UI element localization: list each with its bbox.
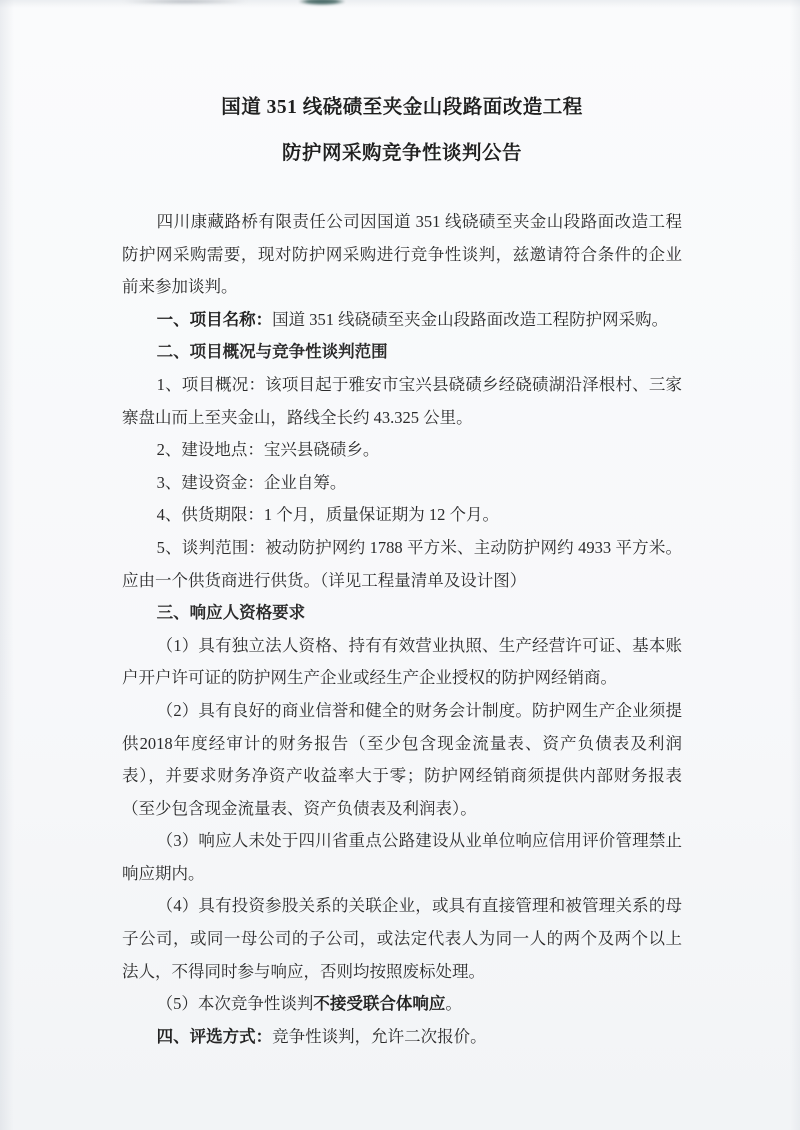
section2-item-overview: 1、项目概况：该项目起于雅安市宝兴县硗碛乡经硗碛湖沿泽根村、三家寨盘山而上至夹金山，路线全长约 43.325 公里。 xyxy=(122,374,682,427)
intro-paragraph: 四川康藏路桥有限责任公司因国道 351 线硗碛至夹金山段路面改造工程防护网采购需要，现对防护网采购进行竞争性谈判，兹邀请符合条件的企业前来参加谈判。 xyxy=(122,212,682,297)
section3-requirement-2: （2）具有良好的商业信誉和健全的财务会计制度。防护网生产企业须提供2018年度经审计的财务报告（至少包含现金流量表、资产负债表及利润表），并要求财务净资产收益率大于零；防护网经销商须提供内部财务报表（至少包含现金流量表、资产负债表及利润表）。 xyxy=(122,700,682,818)
document-title-line2: 防护网采购竞争性谈判公告 xyxy=(281,143,522,164)
section2-heading: 二、项目概况与竞争性谈判范围 xyxy=(156,342,388,362)
document-body xyxy=(122,206,682,1053)
section2-item-delivery-period: 4、供货期限：1 个月，质量保证期为 12 个月。 xyxy=(156,505,500,525)
section3-heading: 三、响应人资格要求 xyxy=(156,603,306,623)
section4-selection-method xyxy=(122,1021,682,1054)
requirement-5-pre: （5）本次竞争性谈判 xyxy=(156,994,314,1014)
requirement-5-bold: 不接受联合体响应 xyxy=(313,994,446,1014)
section2-item-scope: 5、谈判范围：被动防护网约 1788 平方米、主动防护网约 4933 平方米。应由一个供货商进行供货。（详见工程量清单及设计图） xyxy=(122,537,682,590)
section4-label: 四、评选方式： xyxy=(156,1026,273,1046)
section1-label: 一、项目名称： xyxy=(156,309,273,329)
section4-text: 竞争性谈判，允许二次报价。 xyxy=(272,1026,487,1046)
scan-smudge-dark xyxy=(299,0,345,5)
section3-requirement-3: （3）响应人未处于四川省重点公路建设从业单位响应信用评价管理禁止响应期内。 xyxy=(122,831,682,883)
section1-project-name xyxy=(122,304,682,337)
requirement-5-post: 。 xyxy=(445,994,462,1014)
section2-item-funding: 3、建设资金：企业自筹。 xyxy=(156,472,347,492)
section3-requirement-1: （1）具有独立法人资格、持有有效营业执照、生产经营许可证、基本账户开户许可证的防护网生产企业或经生产企业授权的防护网经销商。 xyxy=(122,635,682,688)
section1-text: 国道 351 线硗碛至夹金山段路面改造工程防护网采购。 xyxy=(272,309,669,329)
document-title-line1: 国道 351 线硗碛至夹金山段路面改造工程 xyxy=(221,97,583,118)
section2-item-location: 2、建设地点：宝兴县硗碛乡。 xyxy=(156,440,380,460)
scan-smudge-light xyxy=(120,0,250,4)
section3-requirement-4: （4）具有投资参股关系的关联企业，或具有直接管理和被管理关系的母子公司，或同一母公司的子公司，或法定代表人为同一人的两个及两个以上法人，不得同时参与响应，否则均按照废标处理。 xyxy=(122,896,682,981)
section3-requirement-5 xyxy=(122,988,682,1021)
